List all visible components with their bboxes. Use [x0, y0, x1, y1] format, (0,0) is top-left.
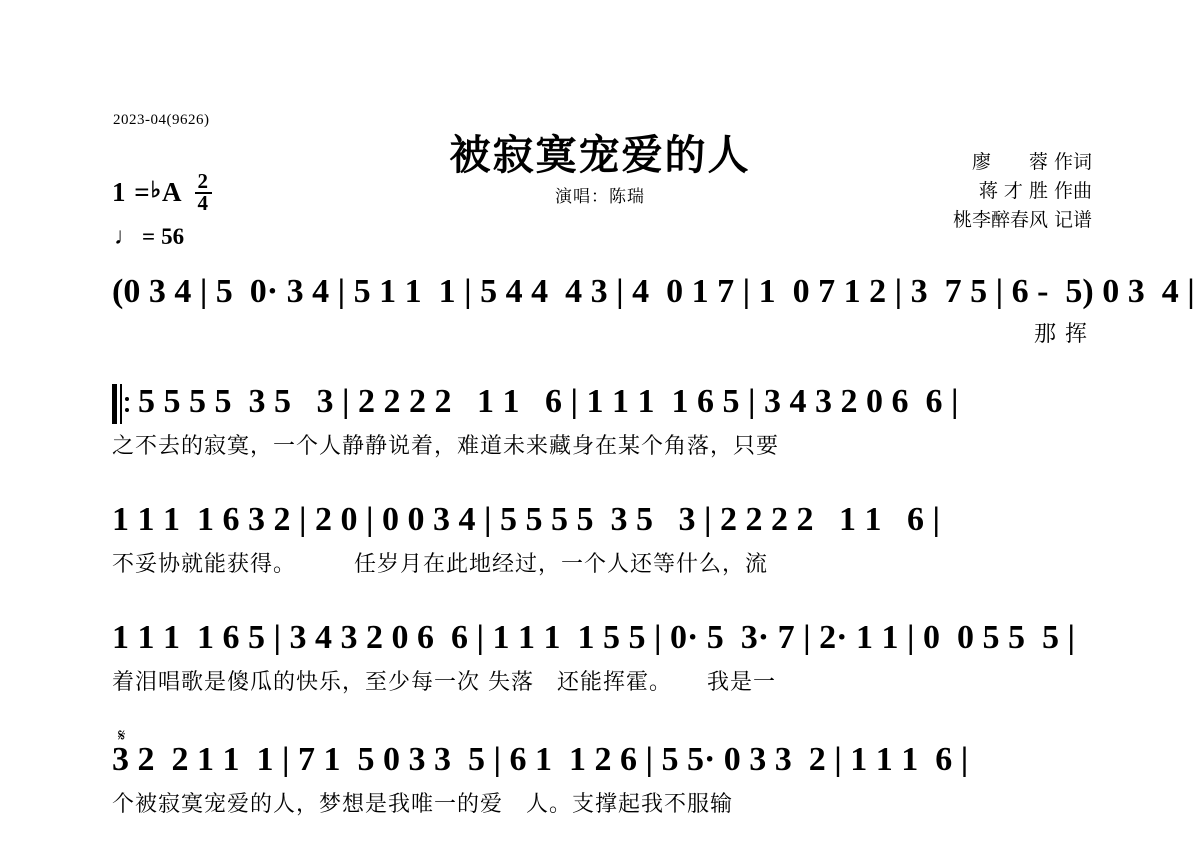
key-letter: A	[162, 177, 183, 208]
page-title: 被寂寞宠爱的人	[449, 131, 751, 179]
music-system-verse-2	[0, 500, 1200, 578]
repeat-start-icon	[112, 384, 126, 424]
lyrics-line: 着泪唱歌是傻瓜的快乐，至少每一次 失落 还能挥霍。 我是一	[112, 670, 776, 696]
credit-transcriber: 桃李醉春风 记谱	[952, 209, 1092, 231]
notation-line: (0 3 4 | 5 0· 3 4 | 5 1 1 1 | 5 4 4 4 3 | 4 0 1 7 | 1 0 7 1 2 | 3 7 5 | 6 - 5) 0 3 4 |	[112, 273, 1195, 310]
notation-line: 1 1 1 1 6 3 2 | 2 0 | 0 0 3 4 | 5 5 5 5 3 5 3 | 2 2 2 2 1 1 6 |	[112, 501, 940, 538]
time-signature	[195, 169, 213, 215]
music-system-verse-1	[0, 382, 1200, 460]
key-signature-block	[112, 169, 212, 250]
tempo-marking	[114, 224, 212, 250]
key-line	[112, 169, 212, 215]
flat-icon: ♭	[150, 176, 163, 202]
tempo-value: 56	[161, 223, 185, 249]
credits-block	[953, 148, 1092, 235]
issue-code: 2023-04(9626)	[113, 112, 210, 128]
lyrics-line: 那 挥	[1034, 322, 1088, 348]
notation-line: 5 5 5 5 3 5 3 | 2 2 2 2 1 1 6 | 1 1 1 1 6 5 | 3 4 3 2 0 6 6 |	[138, 383, 959, 420]
notation-line: 1 1 1 1 6 5 | 3 4 3 2 0 6 6 | 1 1 1 1 5 5 | 0· 5 3· 7 | 2· 1 1 | 0 0 5 5 5 |	[112, 619, 1075, 656]
credit-composer: 蒋 才 胜 作曲	[978, 180, 1092, 202]
time-signature-denominator: 4	[197, 190, 210, 215]
music-system-verse-3	[0, 618, 1200, 696]
music-system-intro	[0, 272, 1200, 348]
key-prefix: 1 =	[112, 177, 151, 208]
segno-icon: 𝄋	[118, 726, 126, 746]
lyrics-line: 个被寂寞宠爱的人，梦想是我唯一的爱 人。支撑起我不服输	[112, 792, 734, 818]
credit-lyricist: 廖 蓉 作词	[971, 151, 1092, 173]
time-signature-numerator: 2	[195, 172, 213, 194]
quarter-note-icon: ♩	[114, 223, 138, 250]
lyrics-line: 之不去的寂寞，一个人静静说着，难道未来藏身在某个角落，只要	[112, 434, 780, 460]
singer-label: 演唱：陈瑞	[555, 187, 645, 207]
tempo-equals: =	[142, 223, 156, 249]
lyrics-line: 不妥协就能获得。 任岁月在此地经过，一个人还等什么，流	[112, 552, 769, 578]
music-system-chorus-1	[0, 726, 1200, 818]
notation-line: 3 2 2 1 1 1 | 7 1 5 0 3 3 5 | 6 1 1 2 6 | 5 5· 0 3 3 2 | 1 1 1 6 |	[112, 741, 969, 778]
